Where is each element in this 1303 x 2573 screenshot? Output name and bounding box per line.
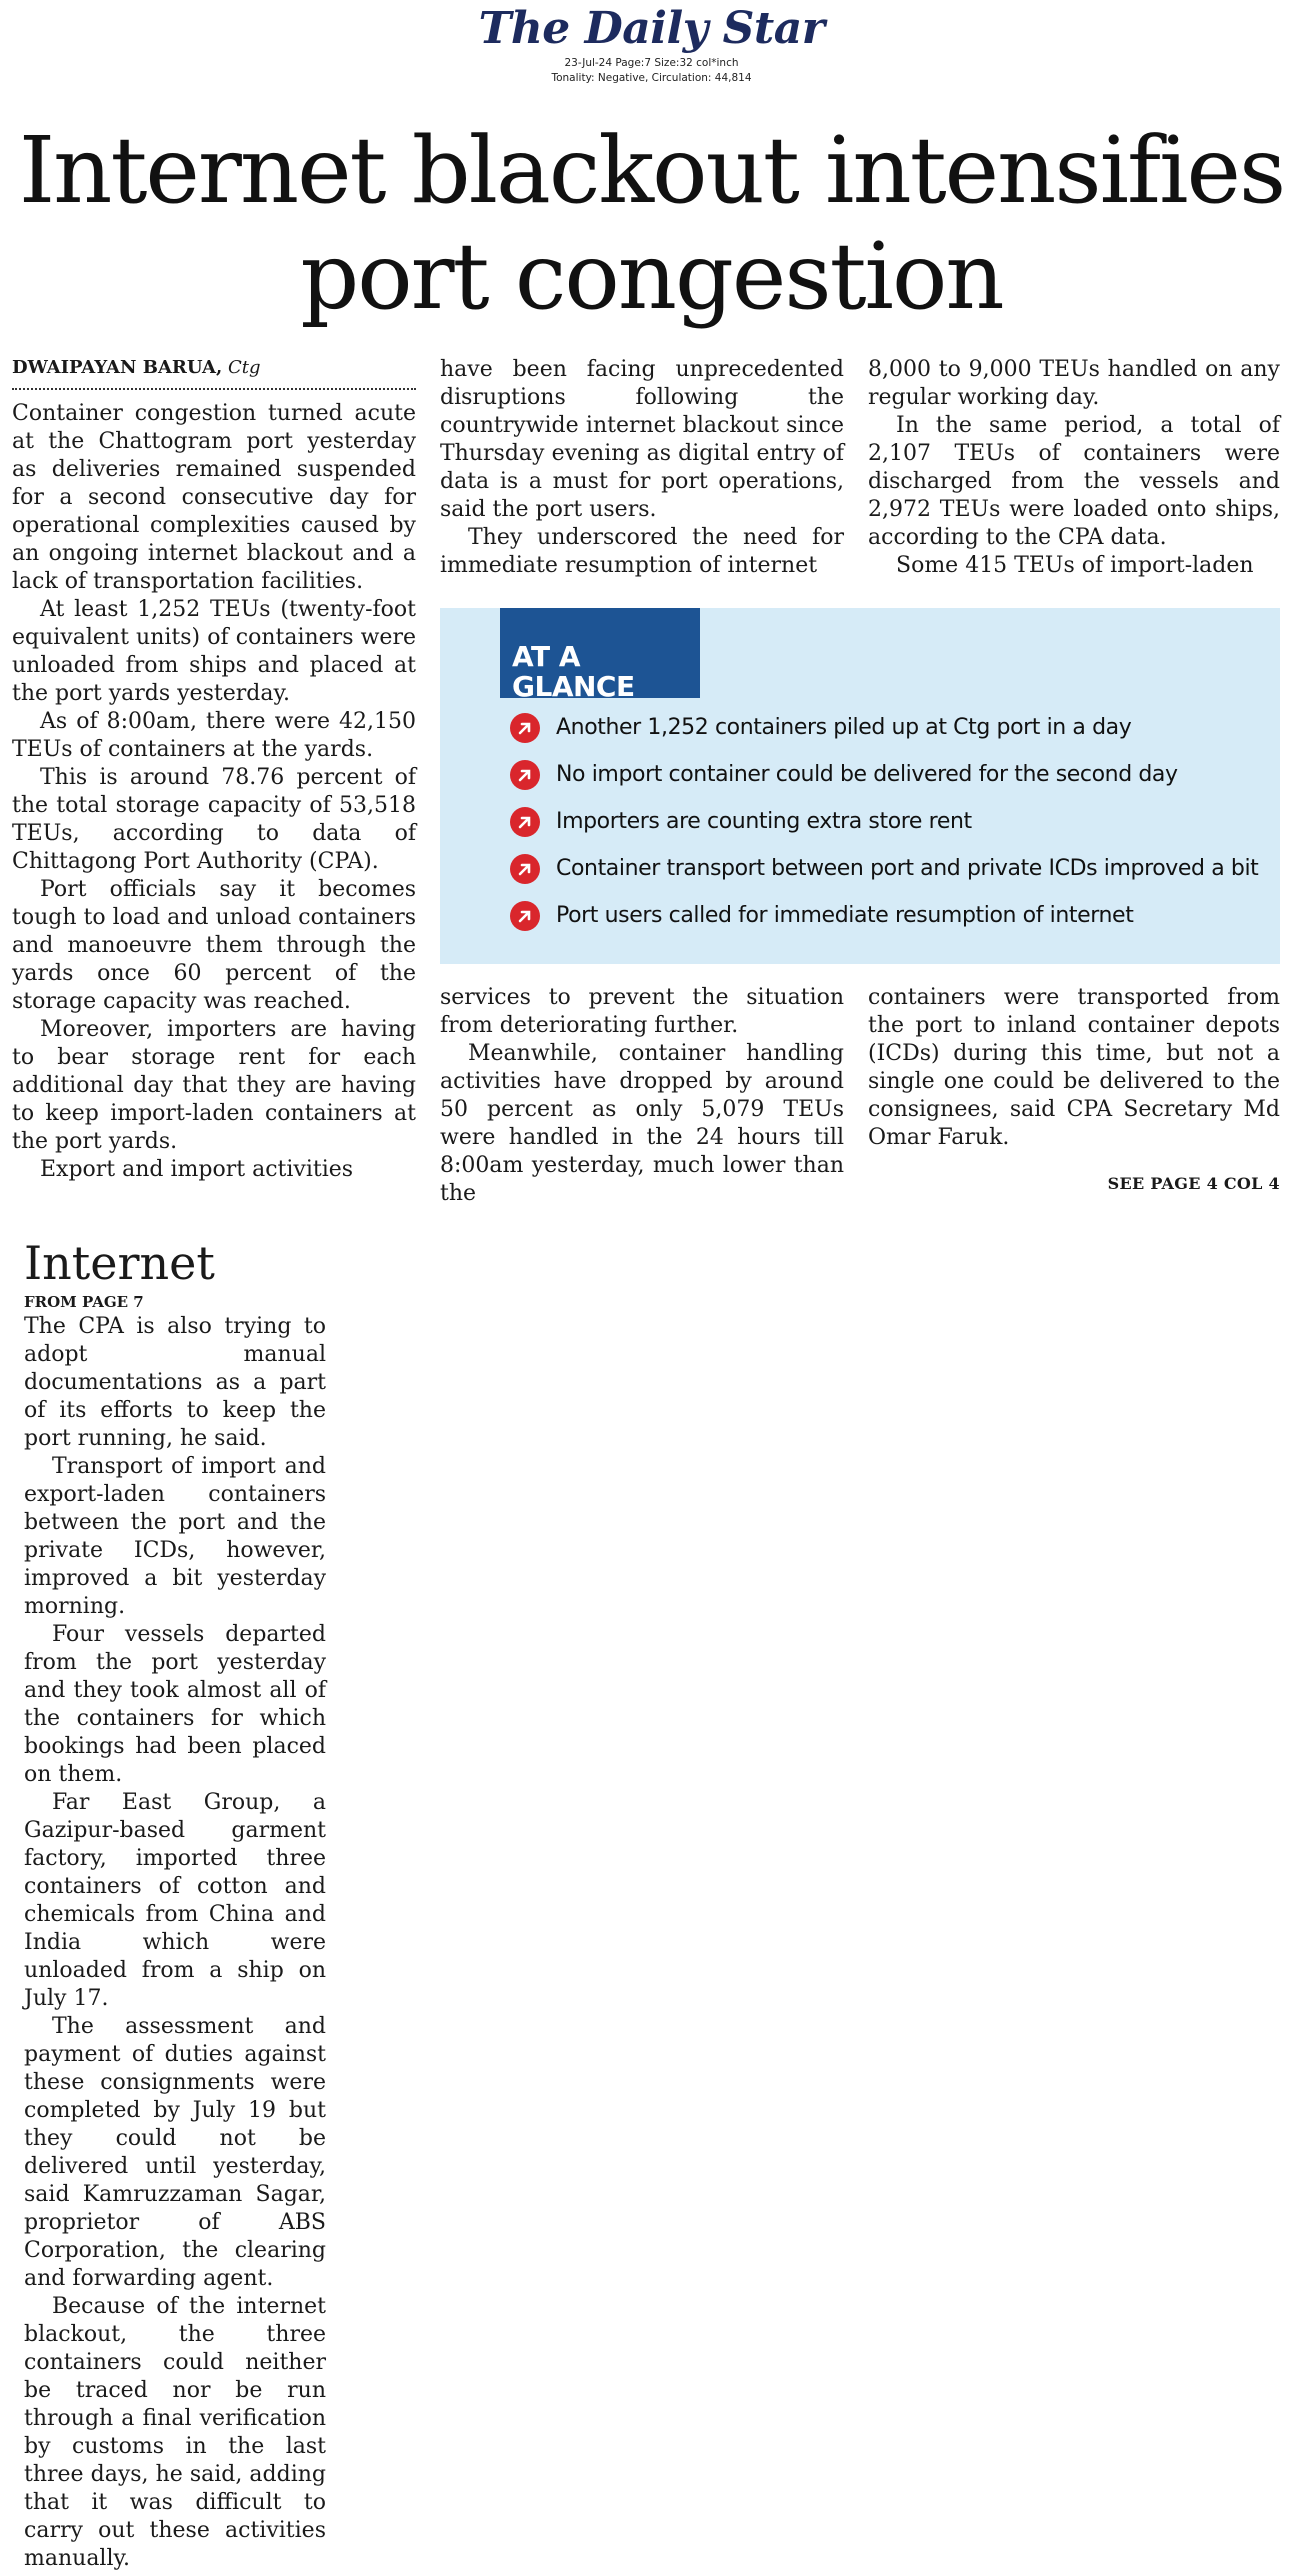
at-a-glance-list (510, 704, 1258, 939)
glance-item (510, 751, 1258, 798)
article-column-2-bottom (440, 984, 844, 1208)
paragraph: The CPA is also trying to adopt manual documentations as a part of its efforts to keep the port running, he said. (24, 1314, 326, 1451)
arrow-bullet-icon (510, 713, 540, 743)
paragraph: Some 415 TEUs of import-laden (896, 553, 1254, 578)
paragraph: have been facing unprecedented disruptions following the countrywide internet blackout since Thursday evening as digital entry of data is a must for port operations, said the port users. (440, 357, 844, 522)
glance-item-text: No import container could be delivered for the second day (556, 762, 1178, 787)
paragraph: Container congestion turned acute at the Chattogram port yesterday as deliveries remained suspended for a second consecutive day for operational complexities caused by an ongoing internet blackout and a lack of transportation facilities. (12, 401, 416, 594)
glance-item (510, 704, 1258, 751)
byline (12, 356, 416, 390)
paragraph: containers were transported from the port to inland container depots (ICDs) during this time, but not a single one could be delivered to the consignees, said CPA Secretary Md Omar Faruk. (868, 985, 1280, 1150)
paragraph: Transport of import and export-laden containers between the port and the private ICDs, however, improved a bit yesterday morning. (24, 1454, 326, 1619)
paragraph: The assessment and payment of duties against these consignments were completed by July 19 but they could not be delivered until yesterday, said Kamruzzaman Sagar, proprietor of ABS Corporation, the clearing and forwarding agent. (24, 2014, 326, 2291)
article-column-2-top (440, 356, 844, 580)
paragraph: In the same period, a total of 2,107 TEUs of containers were discharged from the vessels and 2,972 TEUs were loaded onto ships, according to the CPA data. (868, 413, 1280, 550)
paragraph: Export and import activities (40, 1157, 354, 1182)
jump-from-page: FROM PAGE 7 (24, 1293, 144, 1311)
article-headline (0, 118, 1303, 330)
paragraph: They underscored the need for immediate resumption of internet (440, 525, 844, 578)
paragraph: Because of the internet blackout, the three containers could neither be traced nor be run through a final verification by customs in the last three days, he said, adding that it was difficult to carry out these activities manually. (24, 2294, 326, 2571)
byline-author: DWAIPAYAN BARUA, (12, 357, 223, 378)
article-column-1 (12, 356, 416, 1184)
arrow-bullet-icon (510, 807, 540, 837)
glance-item-text: Container transport between port and private ICDs improved a bit (556, 856, 1259, 881)
glance-item-text: Importers are counting extra store rent (556, 809, 972, 834)
article-column-3-bottom (868, 984, 1280, 1152)
paragraph: Port officials say it becomes tough to load and unload containers and manoeuvre them through the yards once 60 percent of the storage capacity was reached. (12, 877, 416, 1014)
headline-line-2: port congestion (300, 223, 1003, 330)
see-page-reference: SEE PAGE 4 COL 4 (1107, 1174, 1280, 1193)
paragraph: Moreover, importers are having to bear storage rent for each additional day that they are having to keep import-laden containers at the port yards. (12, 1017, 416, 1154)
arrow-bullet-icon (510, 854, 540, 884)
at-a-glance-heading: AT A GLANCE (500, 608, 700, 698)
paragraph: Meanwhile, container handling activities have dropped by around 50 percent as only 5,079 TEUs were handled in the 24 hours till 8:00am yesterday, much lower than the (440, 1041, 844, 1206)
paragraph: At least 1,252 TEUs (twenty-foot equivalent units) of containers were unloaded from ships and placed at the port yards yesterday. (12, 597, 416, 706)
masthead (0, 0, 1303, 86)
clipping-meta-line2: Tonality: Negative, Circulation: 44,814 (551, 72, 752, 84)
paragraph: As of 8:00am, there were 42,150 TEUs of containers at the yards. (12, 709, 416, 762)
paragraph: Four vessels departed from the port yesterday and they took almost all of the containers for which bookings had been placed on them. (24, 1622, 326, 1787)
newspaper-logo: The Daily Star (478, 3, 825, 54)
article-column-3-top (868, 356, 1280, 580)
paragraph: This is around 78.76 percent of the total storage capacity of 53,518 TEUs, according to data of Chittagong Port Authority (CPA). (12, 765, 416, 874)
clipping-meta-line1: 23-Jul-24 Page:7 Size:32 col*inch (564, 57, 739, 69)
paragraph: services to prevent the situation from deteriorating further. (440, 985, 844, 1038)
glance-item (510, 845, 1258, 892)
arrow-bullet-icon (510, 760, 540, 790)
jump-column (24, 1313, 326, 2573)
paragraph: Far East Group, a Gazipur-based garment factory, imported three containers of cotton and chemicals from China and India which were unloaded from a ship on July 17. (24, 1790, 326, 2011)
arrow-bullet-icon (510, 901, 540, 931)
glance-item-text: Another 1,252 containers piled up at Ctg port in a day (556, 715, 1132, 740)
paragraph: 8,000 to 9,000 TEUs handled on any regular working day. (868, 357, 1280, 410)
glance-item (510, 892, 1258, 939)
jump-headline: Internet (24, 1236, 215, 1290)
glance-item (510, 798, 1258, 845)
at-a-glance-box (440, 608, 1280, 964)
byline-location: Ctg (228, 357, 261, 378)
headline-line-1: Internet blackout intensifies (18, 117, 1285, 224)
glance-item-text: Port users called for immediate resumption of internet (556, 903, 1134, 928)
